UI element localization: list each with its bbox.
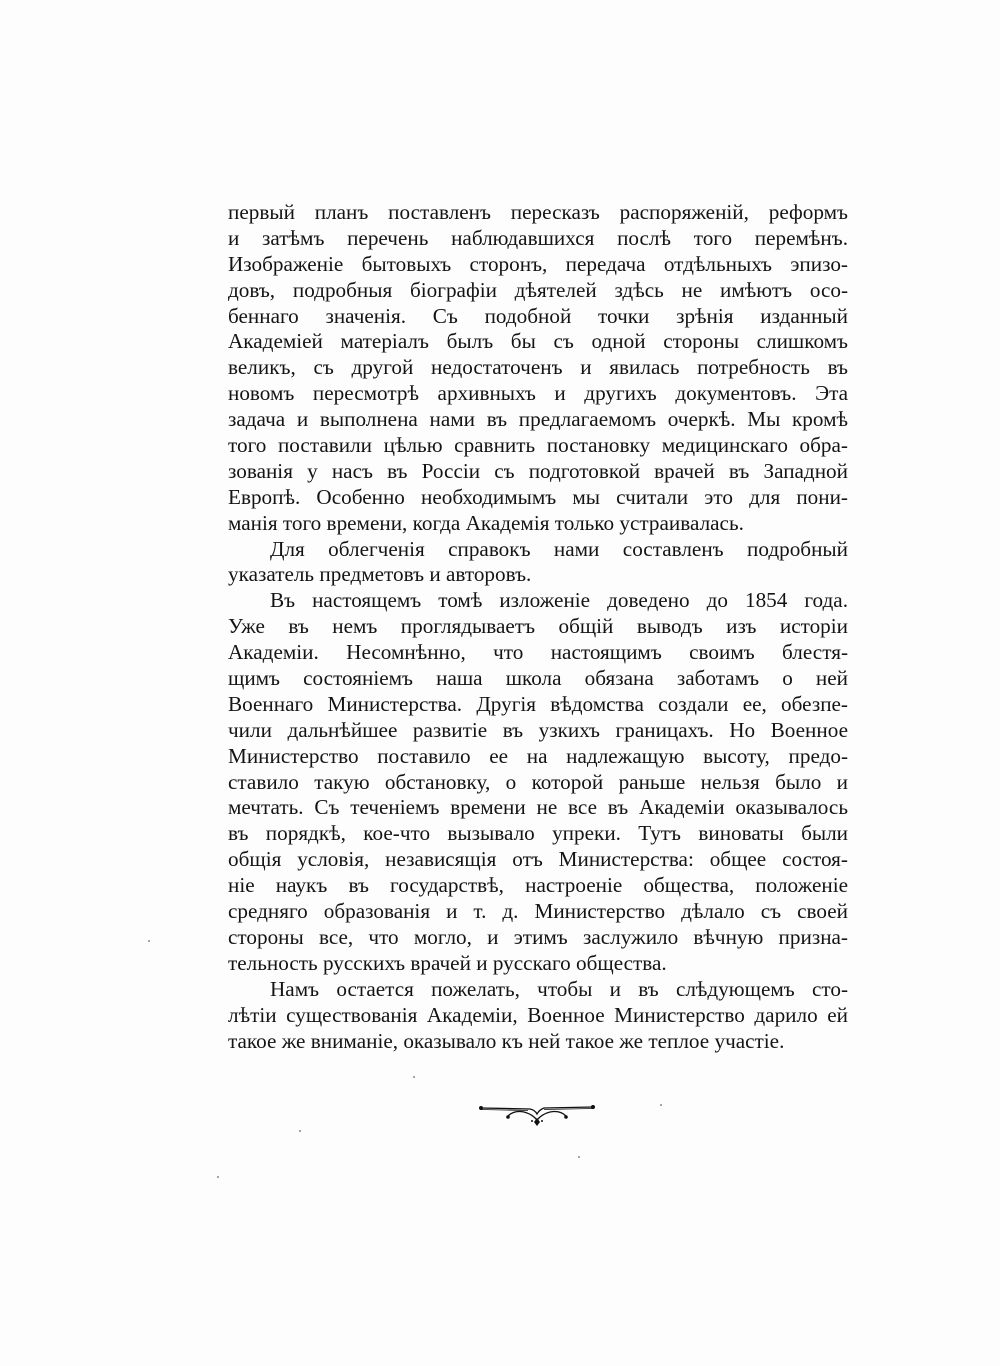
text-line: новомъ пересмотрѣ архивныхъ и другихъ документовъ. Эта — [228, 381, 848, 406]
text-line: указатель предметовъ и авторовъ. — [228, 562, 532, 587]
text-line: Уже въ немъ проглядываетъ общій выводъ изъ исторіи — [228, 614, 848, 639]
text-line: ставило такую обстановку, о которой раньше нельзя было и — [228, 769, 848, 794]
text-line: Въ настоящемъ томѣ изложеніе доведено до 1854 года. — [270, 588, 848, 613]
text-line: манія того времени, когда Академія только устраивалась. — [228, 510, 744, 535]
text-line: задача и выполнена нами въ предлагаемомъ очеркѣ. Мы кромѣ — [228, 407, 848, 432]
text-line: ніе наукъ въ государствѣ, настроеніе общества, положеніе — [228, 873, 848, 898]
text-line: мечтать. Съ теченіемъ времени не все въ Академіи оказывалось — [228, 795, 848, 820]
text-line: Министерство поставило ее на надлежащую высоту, предо- — [228, 743, 848, 768]
text-line: Европѣ. Особенно необходимымъ мы считали это для пони- — [228, 484, 848, 509]
scan-speck — [148, 940, 150, 942]
scan-speck — [413, 1076, 415, 1078]
text-line: великъ, съ другой недостаточенъ и явилась потребность въ — [228, 355, 848, 380]
text-line: общія условія, независящія отъ Министерства: общее состоя- — [228, 847, 848, 872]
text-line: беннаго значенія. Съ подобной точки зрѣнія изданный — [228, 303, 848, 328]
scan-speck — [299, 1130, 301, 1132]
text-line: Намъ остается пожелать, чтобы и въ слѣдующемъ сто- — [270, 976, 848, 1001]
text-line: Изображеніе бытовыхъ сторонъ, передача отдѣльныхъ эпизо- — [228, 251, 848, 276]
text-line: щимъ состояніемъ наша школа обязана заботамъ о ней — [228, 666, 848, 691]
text-line: тельность русскихъ врачей и русскаго общества. — [228, 950, 667, 975]
text-line: первый планъ поставленъ пересказъ распоряженій, реформъ — [228, 200, 848, 224]
text-line: средняго образованія и т. д. Министерство дѣлало съ своей — [228, 899, 848, 924]
text-line: стороны все, что могло, и этимъ заслужило вѣчную призна- — [228, 924, 848, 949]
text-line: такое же вниманіе, оказывало къ ней такое же теплое участіе. — [228, 1028, 785, 1053]
scan-speck — [578, 1156, 580, 1158]
text-line: и затѣмъ перечень наблюдавшихся послѣ того перемѣнъ. — [228, 225, 848, 250]
text-line: зованія у насъ въ Россіи съ подготовкой врачей въ Западной — [228, 458, 848, 483]
text-line: лѣтіи существованія Академіи, Военное Министерство дарило ей — [228, 1002, 848, 1027]
tailpiece-ornament-icon — [478, 1100, 596, 1130]
text-line: въ порядкѣ, кое-что вызывало упреки. Тутъ виноваты были — [228, 821, 848, 846]
text-line: довъ, подробныя біографіи дѣятелей здѣсь не имѣютъ осо- — [228, 277, 848, 302]
text-line: чили дальнѣйшее развитіе въ узкихъ границахъ. Но Военное — [228, 717, 848, 742]
scan-speck — [217, 1176, 219, 1178]
text-line: Для облегченія справокъ нами составленъ подробный — [270, 536, 848, 561]
text-line: Академіей матеріалъ былъ бы съ одной стороны слишкомъ — [228, 329, 848, 354]
scan-speck — [660, 1104, 662, 1106]
text-line: того поставили цѣлью сравнить постановку медицинскаго обра- — [228, 433, 848, 458]
body-text — [228, 200, 848, 1054]
text-line: Академіи. Несомнѣнно, что настоящимъ своимъ блестя- — [228, 640, 848, 665]
text-line: Военнаго Министерства. Другія вѣдомства создали ее, обезпе- — [228, 691, 848, 716]
